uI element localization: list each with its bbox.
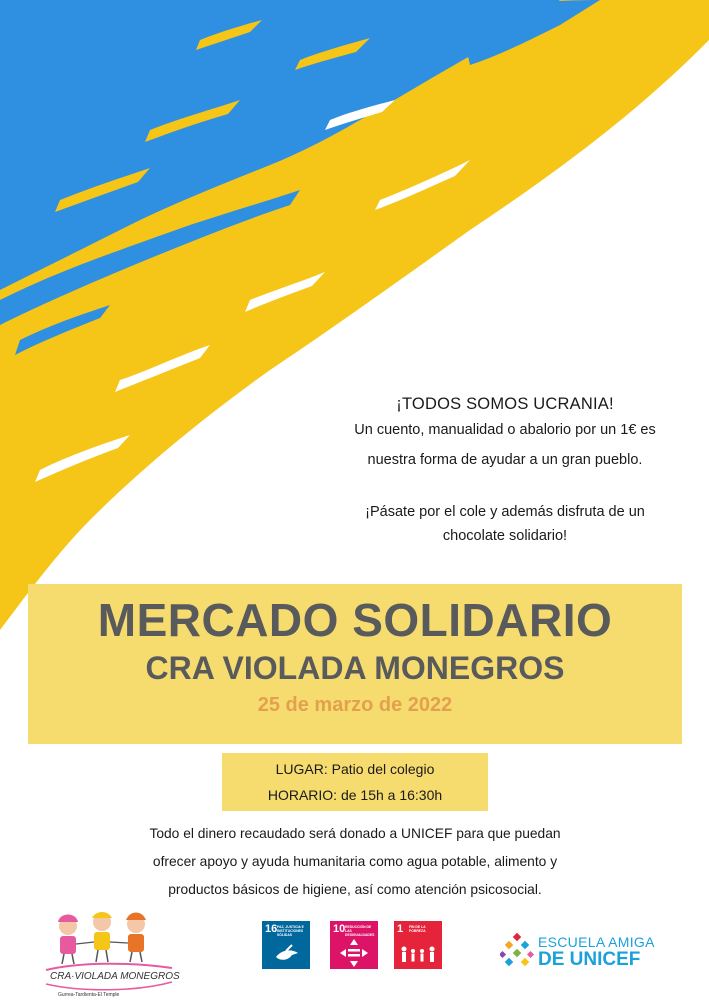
intro-line: ¡Pásate por el cole y además disfruta de un <box>365 504 645 520</box>
event-date: 25 de marzo de 2022 <box>257 694 453 716</box>
donation-text <box>100 820 610 904</box>
sdg-number: 1 <box>397 923 404 935</box>
sdg-1-tile <box>394 921 442 969</box>
svg-text:CRA·VIOLADA MONEGROS: CRA·VIOLADA MONEGROS <box>50 971 180 982</box>
svg-text:Gurrea-Tardienta-El Temple: Gurrea-Tardienta-El Temple <box>58 992 120 998</box>
location-schedule-box <box>222 753 488 811</box>
donation-line: Todo el dinero recaudado será donado a UNICEF para que puedan <box>149 826 561 841</box>
donation-line: productos básicos de higiene, así como atención psicosocial. <box>168 882 542 897</box>
unicef-line2: DE UNICEF <box>538 949 641 970</box>
intro-line: chocolate solidario! <box>442 528 568 544</box>
event-banner <box>28 584 682 744</box>
sdg-16-tile <box>262 921 310 969</box>
sdg-label: PAZ, JUSTICIA E INSTITUCIONES SÓLIDAS <box>277 925 304 937</box>
unicef-line1: ESCUELA AMIGA <box>538 934 655 950</box>
school-logo <box>40 906 180 998</box>
sdg-number: 16 <box>265 923 278 935</box>
sdg-number: 10 <box>333 923 346 935</box>
event-subtitle: CRA VIOLADA MONEGROS <box>145 650 565 686</box>
sdg-label: FIN DE LA POBREZA <box>409 925 426 933</box>
unicef-school-logo <box>500 930 690 976</box>
location-text: LUGAR: Patio del colegio <box>275 761 435 777</box>
intro-line: nuestra forma de ayudar a un gran pueblo. <box>367 452 643 468</box>
sdg-label: REDUCCIÓN DE LAS DESIGUALDADES <box>345 925 375 937</box>
sdg-10-tile <box>330 921 378 969</box>
unicef-mosaic-icon <box>500 932 536 972</box>
schedule-text: HORARIO: de 15h a 16:30h <box>267 787 443 803</box>
intro-text-block <box>300 392 709 548</box>
donation-line: ofrecer apoyo y ayuda humanitaria como agua potable, alimento y <box>152 854 558 869</box>
intro-title: ¡TODOS SOMOS UCRANIA! <box>396 395 614 413</box>
event-title: MERCADO SOLIDARIO <box>97 594 613 646</box>
intro-line: Un cuento, manualidad o abalorio por un 1€ es <box>354 422 656 438</box>
